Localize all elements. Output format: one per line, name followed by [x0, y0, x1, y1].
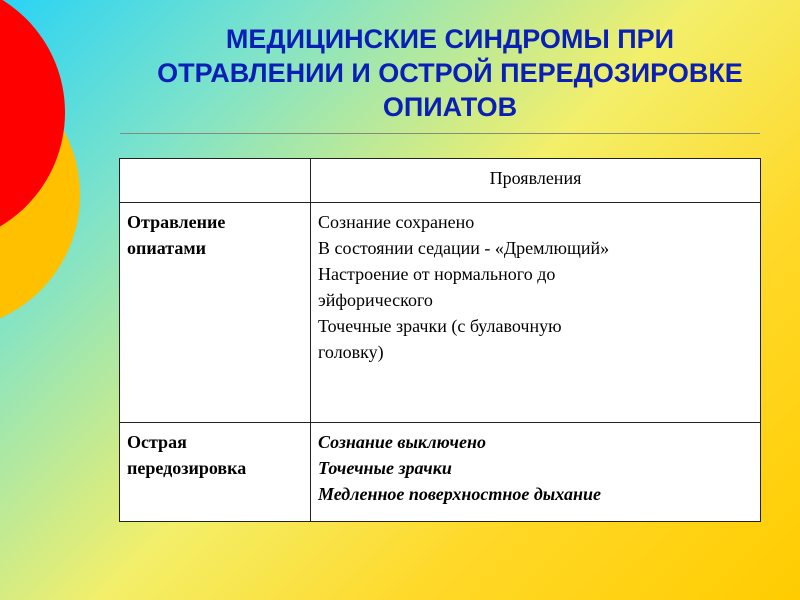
manifestation-line: Точечные зрачки	[318, 458, 452, 478]
table-row	[120, 203, 761, 423]
manifestation-line: Сознание сохранено	[318, 212, 475, 232]
manifestation-line: Точечные зрачки (с булавочную	[318, 316, 562, 336]
manifestation-line: Сознание выключено	[318, 432, 486, 452]
row-label-line: Отравление	[127, 212, 226, 232]
title-line-1: МЕДИЦИНСКИЕ СИНДРОМЫ ПРИ	[225, 24, 675, 54]
manifestation-line: эйфорического	[318, 290, 433, 310]
syndromes-table	[119, 158, 761, 522]
manifestation-line: головку)	[318, 342, 384, 362]
row-label-line: передозировка	[127, 458, 247, 478]
manifestation-line: Медленное поверхностное дыхание	[318, 484, 602, 504]
table-row	[120, 423, 761, 522]
manifestation-line: Настроение от нормального до	[318, 264, 556, 284]
row-label-line: Острая	[127, 432, 187, 452]
slide-title	[100, 22, 800, 124]
title-line-3: ОПИАТОВ	[382, 92, 518, 122]
header-manifestations: Проявления	[311, 159, 761, 203]
table-header-row	[120, 159, 761, 203]
title-line-2: ОТРАВЛЕНИИ И ОСТРОЙ ПЕРЕДОЗИРОВКЕ	[157, 58, 743, 88]
row-manifestations-poisoning	[311, 203, 761, 423]
header-empty-cell	[120, 159, 311, 203]
row-label-overdose	[120, 423, 311, 522]
row-label-line: опиатами	[127, 238, 206, 258]
manifestation-line: В состоянии седации - «Дремлющий»	[318, 238, 610, 258]
title-divider	[120, 133, 760, 134]
row-manifestations-overdose	[311, 423, 761, 522]
row-label-poisoning	[120, 203, 311, 423]
